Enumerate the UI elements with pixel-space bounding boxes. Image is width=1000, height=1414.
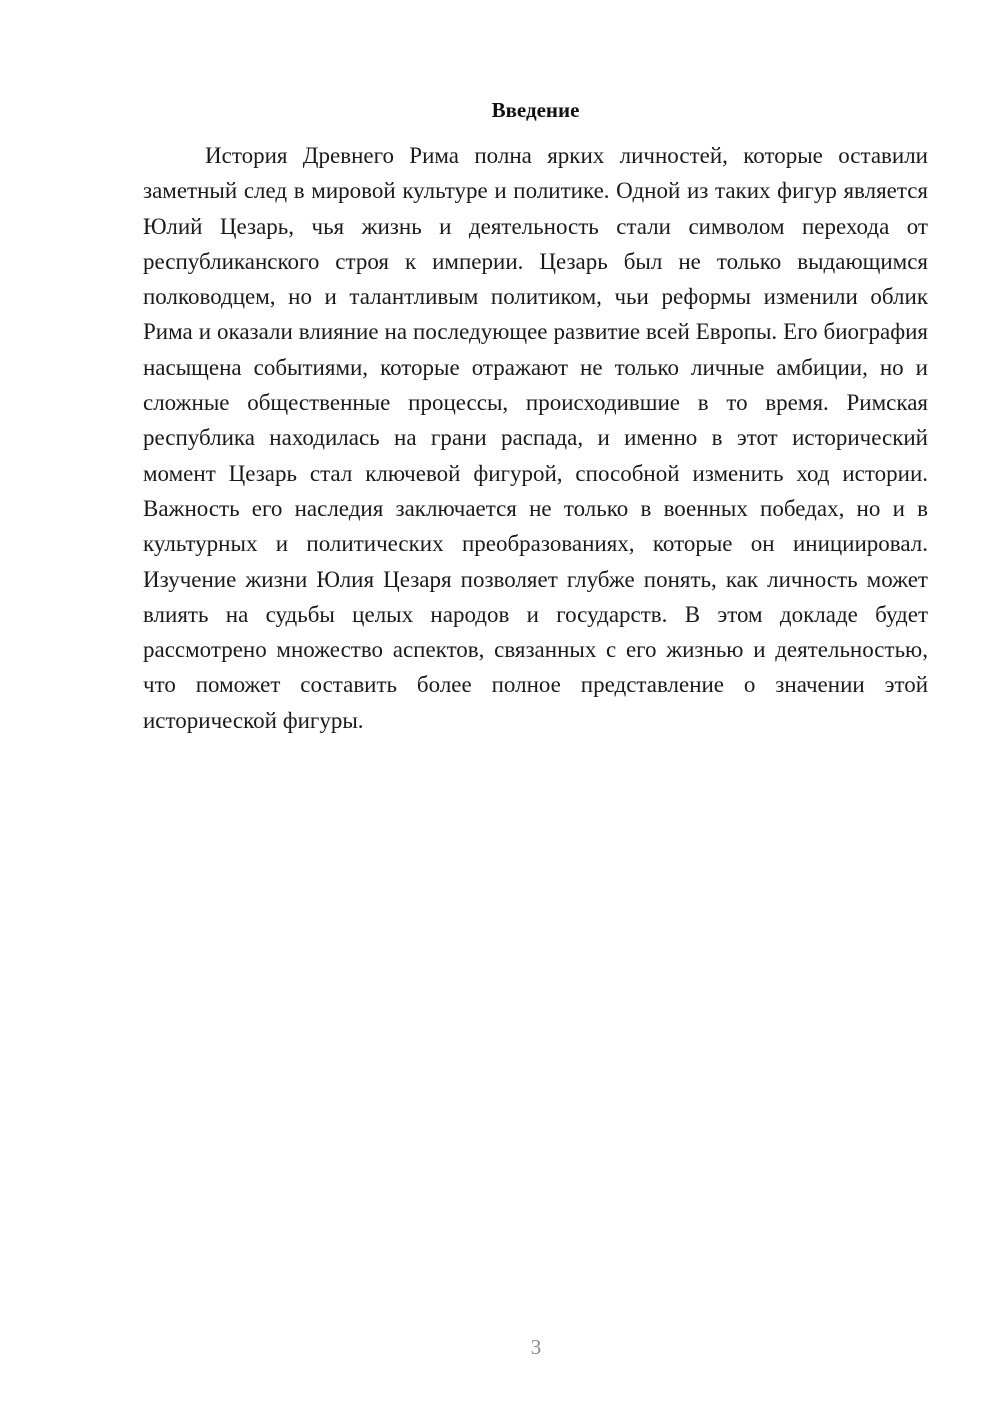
page-content xyxy=(143,92,928,738)
section-heading: Введение xyxy=(491,98,580,122)
body-paragraph: История Древнего Рима полна ярких личностей, которые оставили заметный след в мировой культуре и политике. Одной из таких фигур является Юлий Цезарь, чья жизнь и деятельность стали символом перехода от республиканского строя к империи. Цезарь был не только выдающимся полководцем, но и талантливым политиком, чьи реформы изменили облик Рима и оказали влияние на последующее развитие всей Европы. Его биография насыщена событиями, которые отражают не только личные амбиции, но и сложные общественные процессы, происходившие в то время. Римская республика находилась на грани распада, и именно в этот исторический момент Цезарь стал ключевой фигурой, способной изменить ход истории. Важность его наследия заключается не только в военных победах, но и в культурных и политических преобразованиях, которые он инициировал. Изучение жизни Юлия Цезаря позволяет глубже понять, как личность может влиять на судьбы целых народов и государств. В этом докладе будет рассмотрено множество аспектов, связанных с его жизнью и деятельностью, что поможет составить более полное представление о значении этой исторической фигуры. xyxy=(143,143,928,733)
page-number: 3 xyxy=(530,1335,542,1359)
